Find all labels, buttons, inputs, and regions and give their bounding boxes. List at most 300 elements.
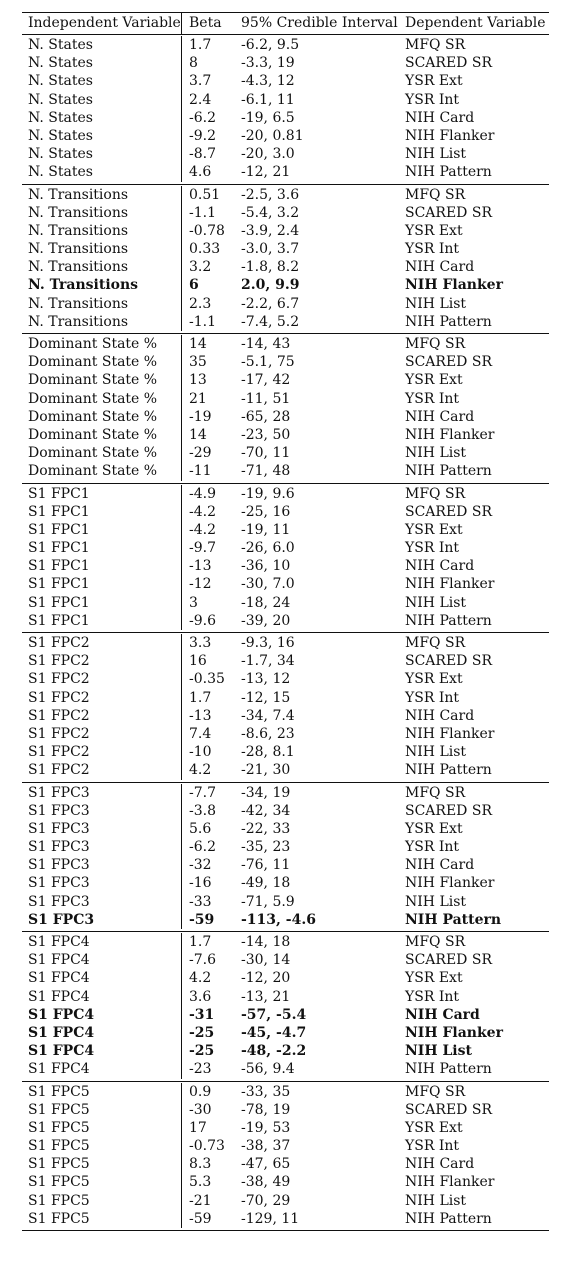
table-row <box>22 186 549 204</box>
cell-independent-variable: S1 FPC1 <box>28 503 90 520</box>
table-row <box>22 444 549 462</box>
cell-independent-variable: Dominant State % <box>28 408 158 425</box>
cell-credible-interval: -35, 23 <box>241 839 291 856</box>
column-divider <box>181 856 182 874</box>
column-divider <box>181 612 182 630</box>
cell-independent-variable: S1 FPC1 <box>28 576 90 593</box>
column-divider <box>181 988 182 1006</box>
table-row <box>22 652 549 670</box>
cell-beta: -6.2 <box>189 839 216 856</box>
cell-independent-variable: S1 FPC2 <box>28 762 90 779</box>
column-divider <box>181 240 182 258</box>
column-divider <box>181 295 182 313</box>
cell-independent-variable: S1 FPC1 <box>28 612 90 629</box>
cell-dependent-variable: SCARED SR <box>405 1101 492 1118</box>
table-row <box>22 1119 549 1137</box>
cell-dependent-variable: MFQ SR <box>405 37 466 53</box>
column-divider <box>181 707 182 725</box>
cell-independent-variable: S1 FPC2 <box>28 689 90 706</box>
cell-credible-interval: -33, 35 <box>241 1083 291 1100</box>
table-row <box>22 911 549 929</box>
cell-independent-variable: N. States <box>28 73 93 90</box>
cell-independent-variable: N. States <box>28 127 93 144</box>
cell-beta: 3.2 <box>189 259 212 276</box>
cell-beta: -23 <box>189 1061 212 1078</box>
cell-independent-variable: S1 FPC2 <box>28 635 90 651</box>
cell-dependent-variable: NIH Card <box>405 558 475 575</box>
column-divider <box>181 951 182 969</box>
cell-beta: -9.6 <box>189 612 216 629</box>
cell-independent-variable: S1 FPC4 <box>28 1024 95 1041</box>
cell-dependent-variable: NIH Pattern <box>405 612 492 629</box>
cell-independent-variable: S1 FPC3 <box>28 820 90 837</box>
column-divider <box>181 521 182 539</box>
cell-beta: 5.3 <box>189 1174 212 1191</box>
cell-beta: -59 <box>189 1210 212 1227</box>
column-divider <box>181 911 182 929</box>
cell-independent-variable: Dominant State % <box>28 336 158 352</box>
cell-credible-interval: -5.4, 3.2 <box>241 204 300 221</box>
cell-dependent-variable: MFQ SR <box>405 186 466 203</box>
cell-beta: -21 <box>189 1192 212 1209</box>
cell-beta: -8.7 <box>189 146 216 163</box>
cell-beta: 0.51 <box>189 186 221 203</box>
column-divider <box>181 1119 182 1137</box>
cell-credible-interval: -19, 6.5 <box>241 109 295 126</box>
cell-credible-interval: -38, 49 <box>241 1174 291 1191</box>
cell-independent-variable: N. Transitions <box>28 222 129 239</box>
cell-beta: 21 <box>189 390 207 407</box>
column-divider <box>181 838 182 856</box>
column-divider <box>181 784 182 802</box>
cell-dependent-variable: YSR Int <box>405 390 459 407</box>
cell-beta: -25 <box>189 1024 215 1041</box>
column-divider <box>181 1155 182 1173</box>
column-divider <box>181 1083 182 1101</box>
table-row <box>22 258 549 276</box>
table-row <box>22 36 549 54</box>
cell-credible-interval: -36, 10 <box>241 558 291 575</box>
cell-dependent-variable: SCARED SR <box>405 653 492 670</box>
cell-independent-variable: N. States <box>28 37 93 53</box>
table-row <box>22 951 549 969</box>
cell-dependent-variable: YSR Ext <box>405 970 463 987</box>
cell-independent-variable: S1 FPC4 <box>28 970 90 987</box>
table-row <box>22 204 549 222</box>
cell-dependent-variable: NIH Flanker <box>405 426 495 443</box>
table-row <box>22 761 549 779</box>
cell-credible-interval: -14, 18 <box>241 934 291 950</box>
cell-credible-interval: -3.3, 19 <box>241 55 295 72</box>
cell-credible-interval: -39, 20 <box>241 612 291 629</box>
cell-beta: -31 <box>189 1006 215 1023</box>
cell-dependent-variable: NIH Card <box>405 259 475 276</box>
table-header <box>22 13 549 35</box>
cell-independent-variable: S1 FPC1 <box>28 540 90 557</box>
table-row <box>22 313 549 331</box>
cell-beta: -7.7 <box>189 784 216 801</box>
header-beta: Beta <box>189 15 222 31</box>
column-divider <box>181 874 182 892</box>
cell-dependent-variable: YSR Ext <box>405 1119 463 1136</box>
cell-beta: 1.7 <box>189 37 212 53</box>
table-row <box>22 222 549 240</box>
cell-beta: 8.3 <box>189 1156 212 1173</box>
cell-credible-interval: -2.2, 6.7 <box>241 295 300 312</box>
cell-dependent-variable: NIH List <box>405 445 467 462</box>
cell-dependent-variable: YSR Int <box>405 988 459 1005</box>
table-row-group <box>22 1082 549 1232</box>
cell-credible-interval: -19, 53 <box>241 1119 291 1136</box>
cell-credible-interval: -22, 33 <box>241 820 291 837</box>
cell-independent-variable: Dominant State % <box>28 372 158 389</box>
column-divider <box>181 634 182 652</box>
cell-beta: -29 <box>189 445 212 462</box>
table-row <box>22 276 549 294</box>
table-row <box>22 575 549 593</box>
cell-credible-interval: -25, 16 <box>241 503 291 520</box>
column-divider <box>181 503 182 521</box>
cell-beta: 4.6 <box>189 164 212 181</box>
cell-independent-variable: S1 FPC3 <box>28 839 90 856</box>
column-divider <box>181 933 182 951</box>
cell-beta: -9.2 <box>189 127 216 144</box>
column-divider <box>181 557 182 575</box>
cell-dependent-variable: NIH Card <box>405 1006 480 1023</box>
table-row <box>22 1101 549 1119</box>
column-divider <box>181 1024 182 1042</box>
cell-beta: 1.7 <box>189 689 212 706</box>
cell-dependent-variable: SCARED SR <box>405 204 492 221</box>
cell-credible-interval: -20, 0.81 <box>241 127 304 144</box>
column-divider <box>181 743 182 761</box>
cell-dependent-variable: YSR Int <box>405 540 459 557</box>
cell-independent-variable: N. Transitions <box>28 277 139 294</box>
table-row <box>22 1192 549 1210</box>
cell-beta: 0.9 <box>189 1083 212 1100</box>
cell-credible-interval: -78, 19 <box>241 1101 291 1118</box>
column-divider <box>181 127 182 145</box>
cell-dependent-variable: YSR Ext <box>405 73 463 90</box>
cell-dependent-variable: MFQ SR <box>405 934 466 950</box>
cell-credible-interval: -71, 5.9 <box>241 893 295 910</box>
cell-credible-interval: -57, -5.4 <box>241 1006 307 1023</box>
cell-beta: -19 <box>189 408 212 425</box>
cell-beta: -30 <box>189 1101 212 1118</box>
results-table <box>22 12 549 1231</box>
table-row <box>22 503 549 521</box>
column-divider <box>181 539 182 557</box>
cell-dependent-variable: NIH Pattern <box>405 762 492 779</box>
column-divider <box>181 54 182 72</box>
cell-beta: 3.7 <box>189 73 212 90</box>
table-row-group <box>22 633 549 783</box>
cell-beta: -7.6 <box>189 952 216 969</box>
table-row <box>22 1006 549 1024</box>
cell-beta: -25 <box>189 1043 215 1060</box>
table-row <box>22 725 549 743</box>
table-row-group <box>22 334 549 484</box>
cell-dependent-variable: NIH Flanker <box>405 725 495 742</box>
cell-dependent-variable: YSR Int <box>405 839 459 856</box>
cell-independent-variable: S1 FPC3 <box>28 857 90 874</box>
cell-dependent-variable: SCARED SR <box>405 802 492 819</box>
cell-independent-variable: Dominant State % <box>28 445 158 462</box>
cell-independent-variable: Dominant State % <box>28 354 158 371</box>
column-divider <box>181 670 182 688</box>
cell-credible-interval: -23, 50 <box>241 426 291 443</box>
cell-credible-interval: -42, 34 <box>241 802 291 819</box>
table-row <box>22 802 549 820</box>
column-divider <box>181 258 182 276</box>
column-divider <box>181 462 182 480</box>
column-divider <box>181 353 182 371</box>
table-row <box>22 634 549 652</box>
table-row <box>22 838 549 856</box>
cell-dependent-variable: YSR Int <box>405 241 459 258</box>
table-row <box>22 1155 549 1173</box>
cell-beta: 35 <box>189 354 207 371</box>
table-row <box>22 933 549 951</box>
cell-credible-interval: -17, 42 <box>241 372 291 389</box>
column-divider <box>181 1060 182 1078</box>
cell-independent-variable: S1 FPC5 <box>28 1101 90 1118</box>
cell-independent-variable: N. Transitions <box>28 259 129 276</box>
cell-dependent-variable: NIH Pattern <box>405 1210 492 1227</box>
cell-credible-interval: -13, 12 <box>241 671 291 688</box>
cell-independent-variable: N. States <box>28 164 93 181</box>
cell-credible-interval: -70, 29 <box>241 1192 291 1209</box>
cell-independent-variable: S1 FPC4 <box>28 1006 95 1023</box>
cell-credible-interval: -30, 7.0 <box>241 576 295 593</box>
cell-beta: -16 <box>189 875 212 892</box>
cell-credible-interval: -1.7, 34 <box>241 653 295 670</box>
column-divider <box>181 444 182 462</box>
cell-credible-interval: -1.8, 8.2 <box>241 259 300 276</box>
cell-beta: -11 <box>189 463 212 480</box>
cell-beta: -59 <box>189 911 215 928</box>
column-divider <box>181 36 182 54</box>
header-independent-variable: Independent Variable <box>28 15 181 31</box>
cell-dependent-variable: YSR Ext <box>405 222 463 239</box>
table-row <box>22 163 549 181</box>
cell-credible-interval: -12, 21 <box>241 164 291 181</box>
column-divider <box>181 1192 182 1210</box>
cell-beta: 6 <box>189 277 199 294</box>
cell-credible-interval: -19, 9.6 <box>241 485 295 502</box>
cell-independent-variable: N. Transitions <box>28 313 129 330</box>
cell-credible-interval: -26, 6.0 <box>241 540 295 557</box>
cell-credible-interval: -18, 24 <box>241 594 291 611</box>
cell-credible-interval: -34, 19 <box>241 784 291 801</box>
cell-independent-variable: S1 FPC3 <box>28 784 90 801</box>
cell-independent-variable: N. States <box>28 55 93 72</box>
column-divider <box>181 371 182 389</box>
cell-independent-variable: S1 FPC3 <box>28 893 90 910</box>
table-row <box>22 371 549 389</box>
column-divider <box>181 689 182 707</box>
cell-beta: -4.2 <box>189 521 216 538</box>
cell-independent-variable: S1 FPC2 <box>28 671 90 688</box>
column-divider <box>181 1006 182 1024</box>
cell-dependent-variable: NIH List <box>405 1043 472 1060</box>
cell-credible-interval: -9.3, 16 <box>241 635 295 651</box>
cell-beta: 17 <box>189 1119 207 1136</box>
cell-credible-interval: -11, 51 <box>241 390 291 407</box>
cell-dependent-variable: NIH Card <box>405 1156 475 1173</box>
cell-beta: 4.2 <box>189 762 212 779</box>
cell-independent-variable: S1 FPC1 <box>28 594 90 611</box>
cell-independent-variable: S1 FPC5 <box>28 1156 90 1173</box>
cell-credible-interval: -70, 11 <box>241 445 291 462</box>
table-row <box>22 1083 549 1101</box>
column-divider <box>181 222 182 240</box>
table-row <box>22 1060 549 1078</box>
cell-dependent-variable: YSR Ext <box>405 521 463 538</box>
table-row <box>22 743 549 761</box>
table-row <box>22 856 549 874</box>
column-divider <box>181 204 182 222</box>
header-credible-interval: 95% Credible Interval <box>241 15 398 31</box>
cell-independent-variable: S1 FPC2 <box>28 653 90 670</box>
column-divider <box>181 426 182 444</box>
cell-independent-variable: S1 FPC5 <box>28 1138 90 1155</box>
cell-credible-interval: -34, 7.4 <box>241 707 295 724</box>
table-row-group <box>22 932 549 1082</box>
column-divider <box>181 390 182 408</box>
cell-dependent-variable: SCARED SR <box>405 503 492 520</box>
cell-beta: 4.2 <box>189 970 212 987</box>
column-divider <box>181 594 182 612</box>
cell-dependent-variable: SCARED SR <box>405 55 492 72</box>
table-row <box>22 1042 549 1060</box>
cell-dependent-variable: NIH Pattern <box>405 911 502 928</box>
cell-dependent-variable: SCARED SR <box>405 354 492 371</box>
column-divider <box>181 802 182 820</box>
cell-dependent-variable: YSR Ext <box>405 372 463 389</box>
column-divider <box>181 820 182 838</box>
cell-dependent-variable: NIH Pattern <box>405 164 492 181</box>
cell-dependent-variable: NIH Flanker <box>405 1024 503 1041</box>
cell-beta: 2.4 <box>189 91 212 108</box>
table-row <box>22 893 549 911</box>
table-row <box>22 240 549 258</box>
cell-independent-variable: Dominant State % <box>28 426 158 443</box>
table-row <box>22 1173 549 1191</box>
table-row-group <box>22 783 549 933</box>
cell-independent-variable: S1 FPC1 <box>28 485 90 502</box>
cell-independent-variable: N. Transitions <box>28 186 129 203</box>
cell-dependent-variable: NIH Pattern <box>405 1061 492 1078</box>
cell-independent-variable: S1 FPC5 <box>28 1210 90 1227</box>
column-divider <box>181 91 182 109</box>
cell-beta: -6.2 <box>189 109 216 126</box>
cell-dependent-variable: NIH Pattern <box>405 313 492 330</box>
cell-independent-variable: S1 FPC4 <box>28 934 90 950</box>
cell-independent-variable: Dominant State % <box>28 390 158 407</box>
cell-beta: -0.78 <box>189 222 225 239</box>
cell-beta: 14 <box>189 336 207 352</box>
cell-beta: -0.35 <box>189 671 225 688</box>
cell-dependent-variable: NIH List <box>405 1192 467 1209</box>
column-divider <box>181 1101 182 1119</box>
cell-beta: -10 <box>189 744 212 761</box>
table-row <box>22 594 549 612</box>
cell-dependent-variable: NIH List <box>405 893 467 910</box>
cell-dependent-variable: NIH Flanker <box>405 127 495 144</box>
table-row <box>22 408 549 426</box>
cell-credible-interval: -12, 15 <box>241 689 291 706</box>
table-row <box>22 1024 549 1042</box>
cell-credible-interval: -38, 37 <box>241 1138 291 1155</box>
table-row <box>22 462 549 480</box>
table-row <box>22 707 549 725</box>
cell-dependent-variable: NIH List <box>405 594 467 611</box>
cell-independent-variable: S1 FPC5 <box>28 1192 90 1209</box>
cell-beta: 3.3 <box>189 635 212 651</box>
cell-beta: 3.6 <box>189 988 212 1005</box>
cell-credible-interval: -12, 20 <box>241 970 291 987</box>
cell-beta: 0.33 <box>189 241 221 258</box>
column-divider <box>181 1042 182 1060</box>
cell-credible-interval: -2.5, 3.6 <box>241 186 300 203</box>
cell-dependent-variable: MFQ SR <box>405 784 466 801</box>
cell-dependent-variable: MFQ SR <box>405 336 466 352</box>
cell-beta: -13 <box>189 707 212 724</box>
cell-credible-interval: -6.2, 9.5 <box>241 37 300 53</box>
cell-credible-interval: -6.1, 11 <box>241 91 295 108</box>
cell-independent-variable: S1 FPC4 <box>28 1061 90 1078</box>
table-row-group <box>22 35 549 185</box>
cell-credible-interval: -14, 43 <box>241 336 291 352</box>
table-row <box>22 1137 549 1155</box>
cell-independent-variable: S1 FPC4 <box>28 1043 95 1060</box>
column-divider <box>181 725 182 743</box>
cell-independent-variable: S1 FPC3 <box>28 875 90 892</box>
cell-beta: 5.6 <box>189 820 212 837</box>
cell-independent-variable: S1 FPC4 <box>28 988 90 1005</box>
cell-credible-interval: -13, 21 <box>241 988 291 1005</box>
cell-beta: -4.2 <box>189 503 216 520</box>
cell-dependent-variable: NIH Flanker <box>405 1174 495 1191</box>
cell-credible-interval: -20, 3.0 <box>241 146 295 163</box>
cell-dependent-variable: MFQ SR <box>405 635 466 651</box>
cell-dependent-variable: YSR Ext <box>405 671 463 688</box>
cell-credible-interval: -4.3, 12 <box>241 73 295 90</box>
column-divider <box>181 969 182 987</box>
cell-independent-variable: N. States <box>28 146 93 163</box>
cell-beta: -0.73 <box>189 1138 225 1155</box>
cell-independent-variable: S1 FPC2 <box>28 744 90 761</box>
cell-beta: -3.8 <box>189 802 216 819</box>
cell-beta: -1.1 <box>189 313 216 330</box>
cell-dependent-variable: NIH Flanker <box>405 277 503 294</box>
table-row <box>22 127 549 145</box>
table-row <box>22 689 549 707</box>
cell-beta: -4.9 <box>189 485 216 502</box>
cell-beta: 8 <box>189 55 198 72</box>
table-row <box>22 390 549 408</box>
cell-credible-interval: -49, 18 <box>241 875 291 892</box>
cell-dependent-variable: NIH Flanker <box>405 576 495 593</box>
cell-independent-variable: N. Transitions <box>28 204 129 221</box>
column-divider <box>181 1210 182 1228</box>
cell-credible-interval: -56, 9.4 <box>241 1061 295 1078</box>
cell-dependent-variable: NIH Card <box>405 109 475 126</box>
table-row <box>22 539 549 557</box>
column-divider <box>181 163 182 181</box>
cell-beta: -33 <box>189 893 212 910</box>
